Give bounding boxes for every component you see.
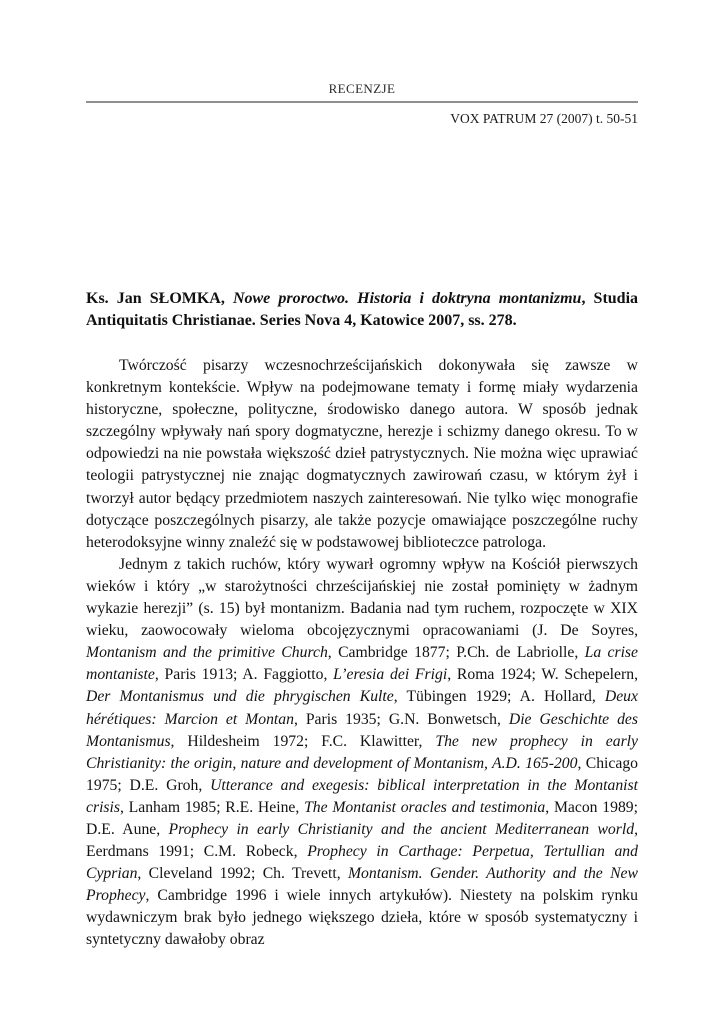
review-body <box>86 355 638 952</box>
text-run: , Eerdmans 1991; C.M. Robeck, <box>86 820 638 861</box>
text-run: , Studia Antiquitatis Christianae. Series Nova 4, Katowice 2007, ss. 278. <box>86 290 639 330</box>
text-run: , Cambridge 1996 i wiele innych artykułów). Niestety na polskim rynku wydawniczym brak było jednego większego dzieła, które w sposób systematyczny i syntetyczny dawałoby obraz <box>86 887 638 949</box>
text-run: , Cambridge 1877; P.Ch. de Labriolle, <box>327 644 585 662</box>
text-run: , Macon 1989; D.E. Aune, <box>86 798 638 838</box>
text-run: Nowe proroctwo. Historia i doktryna montanizmu <box>232 290 582 307</box>
text-run: , Chicago 1975; D.E. Groh, <box>86 754 639 794</box>
text-run: Prophecy in Carthage: Perpetua, Tertullian and Cyprian <box>86 843 638 883</box>
text-run: , Lanham 1985; R.E. Heine, <box>120 798 305 816</box>
text-run: , Cleveland 1992; Ch. Trevett, <box>137 865 348 883</box>
text-run: The new prophecy in early Christianity: the origin, nature and development of Montanism, A.D. 165-200 <box>86 732 638 772</box>
text-run: , Roma 1924; W. Schepelern, <box>447 666 638 684</box>
text-run: , Tübingen 1929; A. Hollard, <box>393 688 605 706</box>
text-run: Ks. Jan SŁOMKA, <box>86 290 233 307</box>
text-run: Montanism and the primitive Church <box>86 644 328 662</box>
paragraph <box>86 554 638 952</box>
text-run: Der Montanismus und die phrygischen Kulte <box>86 688 394 706</box>
text-run: Prophecy in early Christianity and the ancient Mediterranean world <box>168 820 635 838</box>
text-run: , Hildesheim 1972; F.C. Klawitter, <box>170 732 436 750</box>
text-run: Twórczość pisarzy wczesnochrześcijańskich dokonywała się zawsze w konkretnym kontekście. Wpływ na podejmowane tematy i formę miały wydarzenia historyczne, społeczne, polityczne, środowisko danego autora. W sposób jednak szczególny wpływały nań spory dogmatyczne, herezje i schizmy danego okresu. To w odpowiedzi na nie powstała większość dzieł patrystycznych. Nie można więc uprawiać teologii patrystycznej nie znając dogmatycznych zawirowań czasu, w którym żył i tworzył autor będący przedmiotem naszych zainteresowań. Nie tylko więc monografie dotyczące poszczególnych pisarzy, ale także pozycje omawiające poszczególne ruchy heterodoksyjne winny znaleźć się w podstawowej biblioteczce patrologa. <box>86 357 638 551</box>
text-run: Deux hérétiques: Marcion et Montan <box>86 688 638 728</box>
text-run: Montanism. Gender. Authority and the New Prophecy <box>86 865 638 905</box>
review-title <box>86 288 638 332</box>
text-run: , Paris 1913; A. Faggiotto, <box>154 666 334 684</box>
text-run: The Montanist oracles and testimonia <box>304 798 546 816</box>
paragraph <box>86 355 638 554</box>
text-run: Utterance and exegesis: biblical interpretation in the Montanist crisis <box>86 776 638 816</box>
text-run: , Paris 1935; G.N. Bonwetsch, <box>293 710 509 728</box>
header-rule-divider <box>86 101 638 103</box>
text-run: Jednym z takich ruchów, który wywarł ogromny wpływ na Kościół pierwszych wieków i który „w starożytności chrześcijańskiej nie został pominięty w żadnym wykazie herezji” (s. 15) był montanizm. Badania nad tym ruchem, rozpoczęte w XIX wieku, zaowocowały wieloma obcojęzycznymi opracowaniami (J. De Soyres, <box>86 555 638 640</box>
running-head: RECENZJE <box>328 81 396 96</box>
text-run: La crise montaniste <box>86 644 638 684</box>
journal-reference: VOX PATRUM 27 (2007) t. 50-51 <box>450 111 638 126</box>
text-run: Die Geschichte des Montanismus <box>86 710 638 750</box>
text-run: L’eresia dei Frigi <box>333 666 448 684</box>
